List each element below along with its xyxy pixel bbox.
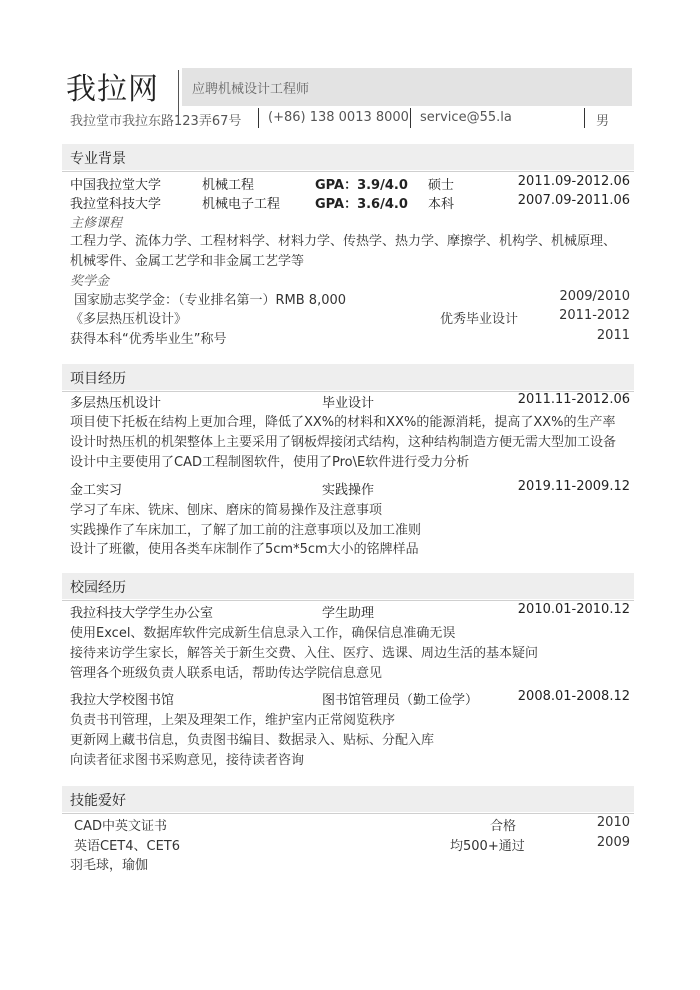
section-divider <box>62 813 634 814</box>
period: 2011.09-2012.06 <box>517 174 630 189</box>
section-header <box>62 144 634 170</box>
major: 机械工程 <box>202 178 255 193</box>
award-text: 《多层热压机设计》 <box>70 312 188 327</box>
section-title: 校园经历 <box>70 580 126 596</box>
contact-separator <box>410 108 411 128</box>
project-detail: 设计时热压机的机架整体上主要采用了钢板焊接闭式结构，这种结构制造方便无需大型加工设备 <box>70 435 617 450</box>
award-note: 优秀毕业设计 <box>440 312 519 327</box>
job-title: 应聘机械设计工程师 <box>192 82 310 97</box>
degree: 本科 <box>428 197 455 212</box>
candidate-name: 我拉网 <box>66 72 159 107</box>
section-title: 项目经历 <box>70 371 126 387</box>
section-header <box>62 573 634 599</box>
contact-separator <box>258 108 259 128</box>
contact-separator <box>584 108 585 128</box>
project-period: 2019.11-2009.12 <box>517 479 630 494</box>
section-divider <box>62 600 634 601</box>
degree: 硕士 <box>428 178 455 193</box>
education-row <box>70 174 630 194</box>
section-divider <box>62 171 634 172</box>
phone: (+86) 138 0013 8000 <box>268 110 409 125</box>
award-row <box>70 289 630 309</box>
section-education <box>62 144 634 354</box>
campus-header-row <box>70 689 630 709</box>
contact-row <box>70 108 635 128</box>
skill-result: 合格 <box>490 819 517 834</box>
project-detail: 项目使下托板在结构上更加合理，降低了XX%的材料和XX%的能源消耗，提高了XX%的生产率 <box>70 415 616 430</box>
address: 我拉堂市我拉东路123弄67号 <box>70 114 242 129</box>
project-header-row <box>70 392 630 412</box>
project-period: 2011.11-2012.06 <box>517 392 630 407</box>
section-campus <box>62 573 634 773</box>
campus-detail: 向读者征求图书采购意见，接待读者咨询 <box>70 753 305 768</box>
award-row <box>70 328 630 348</box>
skill-row <box>70 835 630 855</box>
skill-name: 英语CET4、CET6 <box>74 839 181 854</box>
campus-role: 学生助理 <box>322 606 375 621</box>
gpa: GPA：3.9/4.0 <box>315 178 408 193</box>
project-role: 毕业设计 <box>322 396 375 411</box>
campus-detail: 负责书刊管理，上架及理架工作，维护室内正常阅览秩序 <box>70 713 396 728</box>
section-title: 技能爱好 <box>70 793 126 809</box>
school-name: 中国我拉堂大学 <box>70 178 162 193</box>
period: 2007.09-2011.06 <box>517 193 630 208</box>
campus-org: 我拉大学校图书馆 <box>70 693 175 708</box>
section-skills <box>62 786 634 876</box>
skill-year: 2010 <box>596 815 630 830</box>
education-row <box>70 193 630 213</box>
campus-org: 我拉科技大学学生办公室 <box>70 606 214 621</box>
award-row <box>70 308 630 328</box>
campus-detail: 管理各个班级负责人联系电话，帮助传达学院信息意见 <box>70 666 383 681</box>
major: 机械电子工程 <box>202 197 281 212</box>
job-title-box <box>182 68 632 106</box>
campus-detail: 接待来访学生家长，解答关于新生交费、入住、医疗、选课、周边生活的基本疑问 <box>70 646 539 661</box>
award-year: 2009/2010 <box>559 289 630 304</box>
campus-header-row <box>70 602 630 622</box>
section-header <box>62 364 634 390</box>
project-name: 金工实习 <box>70 483 123 498</box>
section-title: 专业背景 <box>70 151 126 167</box>
campus-detail: 更新网上藏书信息，负责图书编目、数据录入、贴标、分配入库 <box>70 733 435 748</box>
campus-role: 图书馆管理员（勤工俭学） <box>322 693 479 708</box>
project-detail: 学习了车床、铣床、刨床、磨床的简易操作及注意事项 <box>70 503 383 518</box>
skill-row <box>70 815 630 835</box>
gender: 男 <box>596 114 610 129</box>
awards-label: 奖学金 <box>70 274 110 289</box>
award-text: 国家励志奖学金：（专业排名第一）RMB 8,000 <box>74 293 347 308</box>
courses-text: 工程力学、流体力学、工程材料学、材料力学、传热学、热力学、摩擦学、机构学、机械原理、机械零件、金属工艺学和非金属工艺学等 <box>70 234 617 269</box>
hobbies: 羽毛球，瑜伽 <box>70 858 149 873</box>
award-text: 获得本科“优秀毕业生”称号 <box>70 332 227 347</box>
award-year: 2011-2012 <box>559 308 630 323</box>
project-detail: 设计中主要使用了CAD工程制图软件，使用了Pro\E软件进行受力分析 <box>70 455 470 470</box>
project-name: 多层热压机设计 <box>70 396 162 411</box>
skill-result: 均500+通过 <box>450 839 525 854</box>
school-name: 我拉堂科技大学 <box>70 197 162 212</box>
campus-detail: 使用Excel、数据库软件完成新生信息录入工作，确保信息准确无误 <box>70 626 456 641</box>
campus-period: 2010.01-2010.12 <box>517 602 630 617</box>
email[interactable]: service@55.la <box>420 110 512 125</box>
courses-label: 主修课程 <box>70 216 123 231</box>
project-detail: 设计了班徽，使用各类车床制作了5cm*5cm大小的铭牌样品 <box>70 542 419 557</box>
skill-name: CAD中英文证书 <box>74 819 167 834</box>
skill-year: 2009 <box>596 835 630 850</box>
campus-period: 2008.01-2008.12 <box>517 689 630 704</box>
project-role: 实践操作 <box>322 483 375 498</box>
section-projects <box>62 364 634 564</box>
project-detail: 实践操作了车床加工，了解了加工前的注意事项以及加工准则 <box>70 523 422 538</box>
gpa: GPA：3.6/4.0 <box>315 197 408 212</box>
project-header-row <box>70 479 630 499</box>
section-header <box>62 786 634 812</box>
award-year: 2011 <box>596 328 630 343</box>
